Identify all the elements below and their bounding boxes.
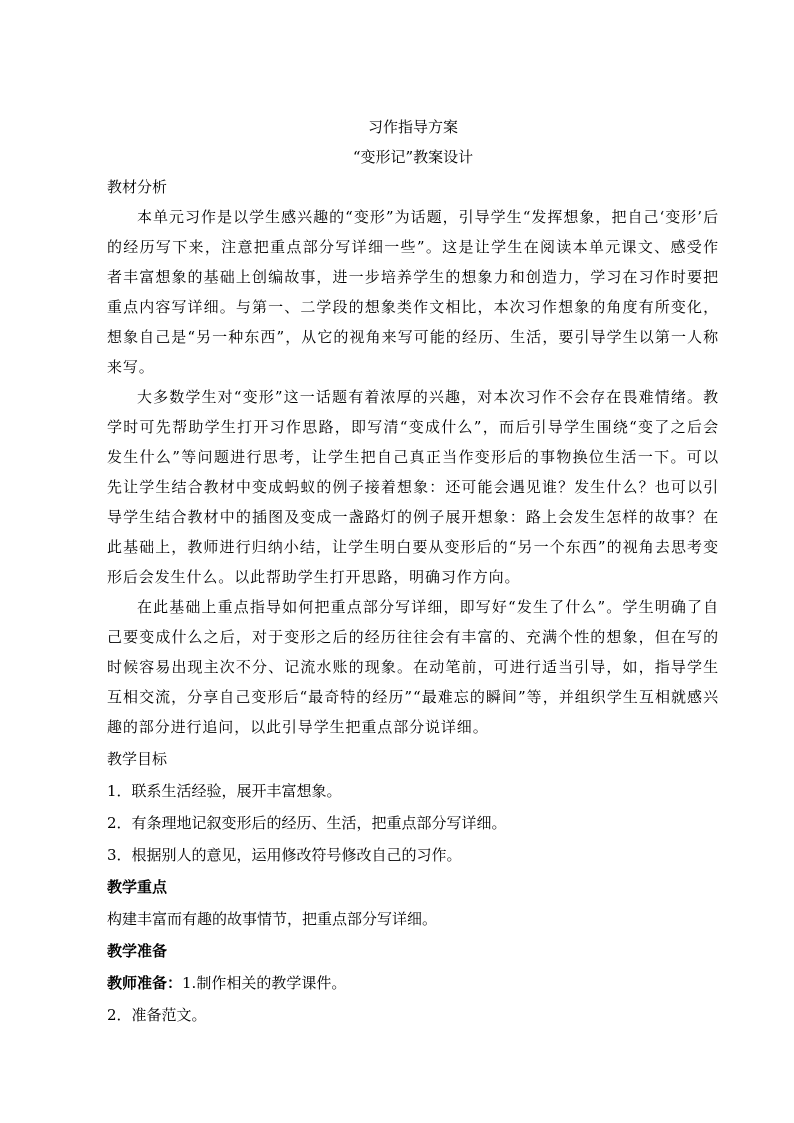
section-heading-goals: 教学目标: [107, 750, 168, 768]
section-heading-analysis: 教材分析: [107, 178, 168, 196]
prep-teacher-line: [107, 968, 719, 998]
analysis-paragraph: 在此基础上重点指导如何把重点部分写详细，即写好“发生了什么”。学生明确了自己要变成什么之后，对于变形之后的经历往往会有丰富的、充满个性的想象，但在写的时候容易出现主次不分、记流水账的现象。在动笔前，可进行适当引导，如，指导学生互相交流，分享自己变形后“最奇特的经历”“最难忘的瞬间”等，并组织学生互相就感兴趣的部分进行追问，以此引导学生把重点部分说详细。: [107, 598, 719, 736]
analysis-paragraph: 大多数学生对“变形”这一话题有着浓厚的兴趣，对本次习作不会存在畏难情绪。教学时可先帮助学生打开习作思路，即写清“变成什么”，而后引导学生围绕“变了之后会发生什么”等问题进行思考，让学生把自己真正当作变形后的事物换位生活一下。可以先让学生结合教材中变成蚂蚁的例子接着想象：还可能会遇见谁？发生什么？也可以引导学生结合教材中的插图及变成一盏路灯的例子展开想象：路上会发生怎样的故事？在此基础上，教师进行归纳小结，让学生明白要从变形后的“另一个东西”的视角去思考变形后会发生什么。以此帮助学生打开思路，明确习作方向。: [107, 388, 719, 586]
focus-text: 构建丰富而有趣的故事情节，把重点部分写详细。: [107, 910, 438, 928]
document-subtitle: “变形记”教案设计: [352, 148, 474, 166]
section-heading-focus: 教学重点: [107, 878, 168, 896]
goal-item: 1．联系生活经验，展开丰富想象。: [107, 782, 342, 800]
section-heading-prep: 教学准备: [107, 942, 168, 960]
prep-item: 2．准备范文。: [107, 1006, 207, 1024]
goal-item: 3．根据别人的意见，运用修改符号修改自己的习作。: [107, 846, 462, 864]
analysis-paragraph: 本单元习作是以学生感兴趣的“变形”为话题，引导学生“发挥想象，把自己‘变形’后的经历写下来，注意把重点部分写详细一些”。这是让学生在阅读本单元课文、感受作者丰富想象的基础上创编故事，进一步培养学生的想象力和创造力，学习在习作时要把重点内容写详细。与第一、二学段的想象类作文相比，本次习作想象的角度有所变化，想象自己是“另一种东西”，从它的视角来写可能的经历、生活，要引导学生以第一人称来写。: [107, 208, 719, 376]
prep-teacher-item: 1.制作相关的教学课件。: [182, 974, 347, 992]
document-title: 习作指导方案: [367, 118, 458, 136]
document-page: [107, 112, 719, 1030]
goal-item: 2．有条理地记叙变形后的经历、生活，把重点部分写详细。: [107, 814, 507, 832]
prep-teacher-label: 教师准备：: [107, 974, 183, 992]
